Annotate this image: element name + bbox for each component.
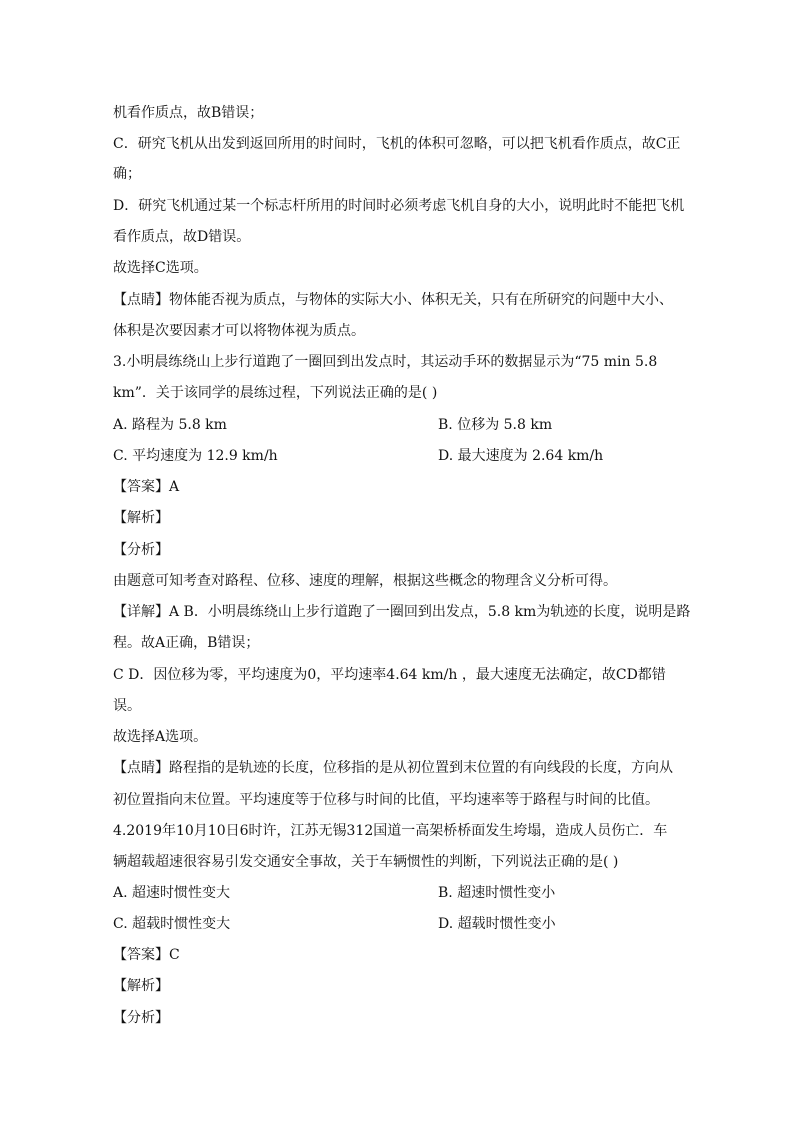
text-line: 故选择C选项。	[113, 260, 208, 276]
q3-option-a: A. 路程为 5.8 km	[113, 417, 227, 433]
q4-answer: 【答案】C	[113, 947, 180, 963]
q3-fenxi-heading: 【分析】	[113, 542, 169, 558]
q3-option-d: D. 最大速度为 2.64 km/h	[438, 448, 604, 464]
q4-option-c: C. 超载时惯性变大	[113, 916, 231, 932]
question-3-stem: km”．关于该同学的晨练过程，下列说法正确的是( )	[113, 385, 438, 401]
text-line: 看作质点，故D错误。	[113, 229, 251, 245]
question-4-stem: 辆超载超速很容易引发交通安全事故，关于车辆惯性的判断，下列说法正确的是( )	[113, 854, 619, 870]
dianjing-line: 【点睛】路程指的是轨迹的长度，位移指的是从初位置到末位置的有向线段的长度，方向从	[113, 760, 673, 776]
q4-option-a: A. 超速时惯性变大	[113, 885, 231, 901]
dianjing-line: 【点睛】物体能否视为质点，与物体的实际大小、体积无关，只有在所研究的问题中大小、	[113, 292, 673, 308]
question-3-stem: 3.小明晨练绕山上步行道跑了一圈回到出发点时，其运动手环的数据显示为“75 min 5.8	[113, 354, 658, 370]
q3-option-c: C. 平均速度为 12.9 km/h	[113, 448, 278, 464]
q4-fenxi-heading: 【分析】	[113, 1010, 169, 1026]
text-line: 故选择A选项。	[113, 729, 208, 745]
text-line: 【详解】A B．小明晨练绕山上步行道跑了一圈回到出发点，5.8 km为轨迹的长度，说明是路	[113, 604, 691, 620]
q3-analysis-heading: 【解析】	[113, 510, 169, 526]
text-line: 确；	[113, 166, 141, 182]
text-line: 体积是次要因素才可以将物体视为质点。	[113, 323, 365, 339]
text-line: 误。	[113, 698, 141, 714]
text-line: 程。故A正确，B错误；	[113, 635, 260, 651]
text-line: C．研究飞机从出发到返回所用的时间时，飞机的体积可忽略，可以把飞机看作质点，故C正	[113, 136, 681, 152]
q4-option-d: D. 超载时惯性变小	[438, 916, 556, 932]
q4-analysis-heading: 【解析】	[113, 978, 169, 994]
q4-option-b: B. 超速时惯性变小	[438, 885, 556, 901]
text-line: 机看作质点，故B错误；	[113, 105, 264, 121]
text-line: 由题意可知考查对路程、位移、速度的理解，根据这些概念的物理含义分析可得。	[113, 573, 617, 589]
q3-answer: 【答案】A	[113, 479, 180, 495]
text-line: C D．因位移为零，平均速度为0，平均速率4.64 km/h ，最大速度无法确定，故CD都错	[113, 667, 666, 683]
question-4-stem: 4.2019年10月10日6时许，江苏无锡312国道一高架桥桥面发生垮塌，造成人员伤亡．车	[113, 823, 668, 839]
text-line: D．研究飞机通过某一个标志杆所用的时间时必须考虑飞机自身的大小，说明此时不能把飞机	[113, 198, 685, 214]
q3-option-b: B. 位移为 5.8 km	[438, 417, 553, 433]
text-line: 初位置指向末位置。平均速度等于位移与时间的比值，平均速率等于路程与时间的比值。	[113, 792, 659, 808]
